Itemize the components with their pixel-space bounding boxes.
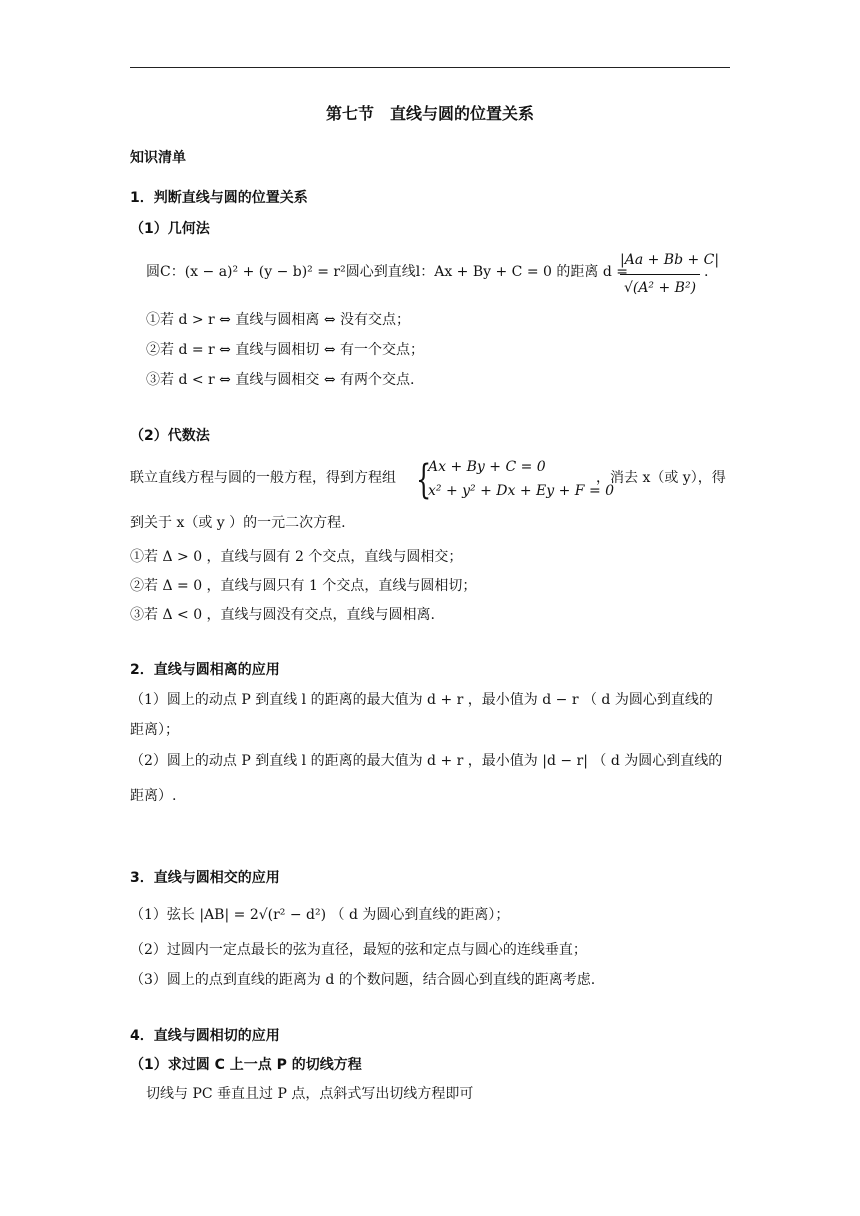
section-1-heading: 1．判断直线与圆的位置关系 xyxy=(130,190,308,206)
geo-item-3: ③若 d < r ⇔ 直线与圆相交 ⇔ 有两个交点. xyxy=(146,372,415,388)
geo-numerator: |Aa + Bb + C| xyxy=(620,252,720,268)
geo-period: . xyxy=(704,264,709,280)
s3-item-1: （1）弦长 |AB| = 2√(r² − d²) （ d 为圆心到直线的距离）； xyxy=(130,907,510,923)
alg-item-3: ③若 Δ < 0 ，直线与圆没有交点，直线与圆相离. xyxy=(130,607,435,623)
s3-item-3: （3）圆上的点到直线的距离为 d 的个数问题，结合圆心到直线的距离考虑. xyxy=(130,972,596,988)
s4-sub1-heading: （1）求过圆 C 上一点 P 的切线方程 xyxy=(130,1057,362,1073)
alg-item-2: ②若 Δ = 0 ，直线与圆只有 1 个交点，直线与圆相切； xyxy=(130,578,477,594)
alg-item-1: ①若 Δ > 0 ，直线与圆有 2 个交点，直线与圆相交； xyxy=(130,549,463,565)
section-2-heading: 2．直线与圆相离的应用 xyxy=(130,662,280,678)
page-title: 第七节 直线与圆的位置关系 xyxy=(325,104,534,123)
s1-sub1-heading: （1）几何法 xyxy=(130,221,210,237)
equation-brace: { xyxy=(416,457,432,503)
system-eq-1: Ax + By + C = 0 xyxy=(428,459,546,475)
alg-tail: ，消去 x（或 y），得 xyxy=(596,470,726,486)
system-eq-2: x² + y² + Dx + Ey + F = 0 xyxy=(428,483,615,499)
geo-denominator: √(A² + B²) xyxy=(623,280,697,296)
geo-item-2: ②若 d = r ⇔ 直线与圆相切 ⇔ 有一个交点； xyxy=(146,342,424,358)
alg-lead: 联立直线方程与圆的一般方程，得到方程组 xyxy=(130,470,396,486)
s2-p1-line1: （1）圆上的动点 P 到直线 l 的距离的最大值为 d + r ，最小值为 d − r （ d 为圆心到直线的 xyxy=(130,692,713,708)
knowledge-heading: 知识清单 xyxy=(130,150,186,166)
s2-p1-line2: 距离）； xyxy=(130,722,179,738)
s4-text-1: 切线与 PC 垂直且过 P 点，点斜式写出切线方程即可 xyxy=(146,1086,474,1102)
s2-p2-line1: （2）圆上的动点 P 到直线 l 的距离的最大值为 d + r ，最小值为 |d − r| （ d 为圆心到直线的 xyxy=(130,753,723,769)
s2-p2-line2: 距离）. xyxy=(130,788,177,804)
s3-item-2: （2）过圆内一定点最长的弦为直径，最短的弦和定点与圆心的连线垂直； xyxy=(130,942,587,958)
section-3-heading: 3．直线与圆相交的应用 xyxy=(130,870,280,886)
top-rule xyxy=(130,67,730,68)
geo-formula-text: 圆C：(x − a)² + (y − b)² = r²圆心到直线l：Ax + By + C = 0 的距离 d = xyxy=(146,264,628,280)
alg-line-2: 到关于 x（或 y ）的一元二次方程. xyxy=(130,515,346,531)
geo-item-1: ①若 d > r ⇔ 直线与圆相离 ⇔ 没有交点； xyxy=(146,312,410,328)
section-4-heading: 4．直线与圆相切的应用 xyxy=(130,1028,280,1044)
fraction-bar xyxy=(620,274,700,275)
s1-sub2-heading: （2）代数法 xyxy=(130,428,210,444)
